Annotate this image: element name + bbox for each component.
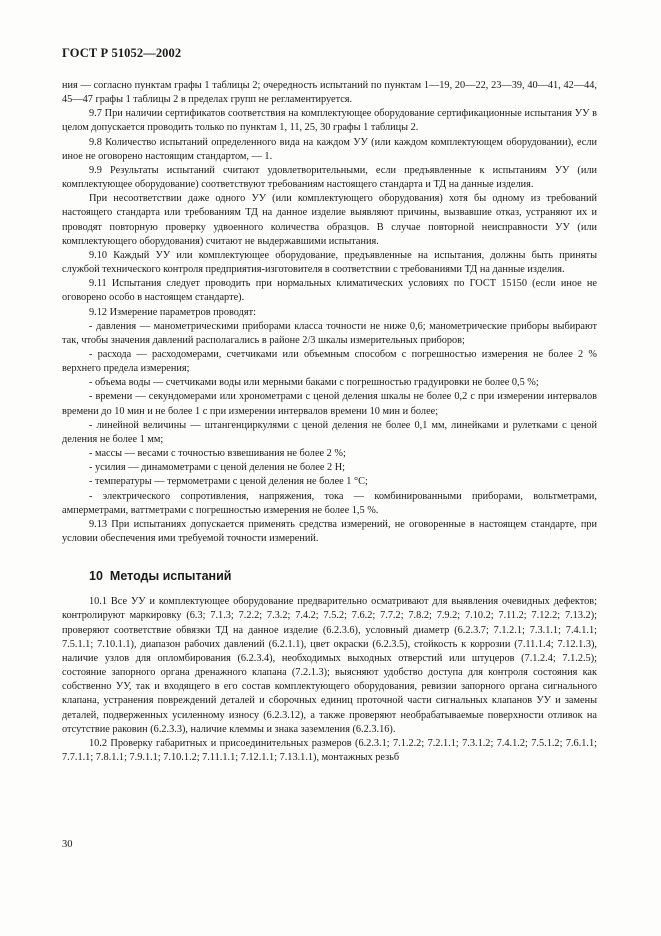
- section-number: 10: [89, 569, 103, 584]
- paragraph: - давления — манометрическими приборами класса точности не ниже 0,6; манометрические приборы выбирают так, чтобы значения давлений располагались в районе 2/3 шкалы измерительных приборов;: [62, 320, 597, 346]
- paragraph: - электрического сопротивления, напряжения, тока — комбинированными приборами, вольтметрами, амперметрами, ваттметрами с погрешностью измерения не более 1,5 %.: [62, 490, 597, 516]
- paragraph: - линейной величины — штангенциркулями с ценой деления не более 0,1 мм, линейками и рулетками с ценой деления не более 1 мм;: [62, 419, 597, 445]
- paragraph: - усилия — динамометрами с ценой деления не более 2 Н;: [89, 462, 345, 474]
- section-heading: [62, 569, 597, 583]
- paragraph: 9.9 Результаты испытаний считают удовлетворительными, если предъявленные к испытаниям УУ (или комплектующее оборудование) соответствуют требованиям настоящего стандарта и ТД на данные изделия.: [62, 164, 597, 191]
- document-header: ГОСТ Р 51052—2002: [62, 46, 182, 60]
- paragraph: - объема воды — счетчиками воды или мерными баками с погрешностью градуировки не более 0,5 %;: [89, 377, 539, 389]
- document-body: [62, 79, 597, 765]
- page-number: 30: [62, 839, 73, 850]
- paragraphs-after-section: [62, 595, 597, 765]
- paragraph: 9.12 Измерение параметров проводят:: [89, 306, 256, 318]
- paragraph: - массы — весами с точностью взвешивания не более 2 %;: [89, 448, 346, 460]
- paragraph: - расхода — расходомерами, счетчиками или объемным способом с погрешностью измерения не более 2 % верхнего предела измерения;: [62, 348, 597, 375]
- paragraph: 9.7 При наличии сертификатов соответствия на комплектующее оборудование сертификационные испытания УУ в целом допускается проводить только по пунктам 1, 11, 25, 30 графы 1 таблицы 2.: [62, 108, 597, 134]
- paragraphs-before-section: [62, 79, 597, 546]
- paragraph: 10.1 Все УУ и комплектующее оборудование предварительно осматривают для выявления очевидных дефектов; контролируют маркировку (6.3; 7.1.3; 7.2.2; 7.3.2; 7.4.2; 7.5.2; 7.6.2; 7.7.2; 7.8.2; 7.9.2; 7.10.2; 7.11.2; 7.12.2; 7.13.2); проверяют соответствие обвязки ТД на данное изделие (6.2.3.6), условный диаметр (6.2.3.7; 7.1.2.1; 7.3.1.1; 7.4.1.1; 7.5.1.1; 7.10.1.1), диапазон рабочих давлений (6.2.1.1), цвет окраски (6.2.3.5), стойкость к коррозии (7.11.1.4; 7.12.1.3), наличие узлов для опломбирования (6.2.3.4), необходимых выходных отверстий или штуцеров (7.1.2.4; 7.1.2.5); состояние запорного органа дренажного клапана (7.2.1.3); выясняют удобство доступа для контроля состояния как собственно УУ, так и входящего в его состав комплектующего оборудования, ревизии запорного органа сигнального клапана, устранения повреждений деталей и сборочных единиц проточной части сигнальных клапанов УУ и замены деталей, подверженных усиленному износу (6.2.3.12), а также проверяют необрабатываемые поверхности отливок на отсутствие раковин (6.2.3.3), наличие клеммы и знака заземления (6.2.3.16).: [62, 596, 597, 735]
- paragraph: 9.11 Испытания следует проводить при нормальных климатических условиях по ГОСТ 15150 (если иное не оговорено особо в настоящем стандарте).: [62, 278, 597, 304]
- paragraph: При несоответствии даже одного УУ (или комплектующего оборудования) хотя бы одному из требований настоящего стандарта или требованиям ТД на данное изделие выявляют причины, вызвавшие отказ, устраняют их и проводят повторную проверку удвоенного количества образцов. В случае повторной неисправности УУ (или комплектующего оборудования) считают не выдержавшими испытания.: [62, 193, 597, 247]
- paragraph: - температуры — термометрами с ценой деления не более 1 °С;: [89, 476, 368, 488]
- paragraph: 9.10 Каждый УУ или комплектующее оборудование, предъявленные на испытания, должны быть приняты службой технического контроля предприятия-изготовителя в соответствии с требованиями ТД на данные изделия.: [62, 249, 597, 276]
- paragraph: 10.2 Проверку габаритных и присоединительных размеров (6.2.3.1; 7.1.2.2; 7.2.1.1; 7.3.1.2; 7.4.1.2; 7.5.1.2; 7.6.1.1; 7.7.1.1; 7.8.1.1; 7.9.1.1; 7.10.1.2; 7.11.1.1; 7.12.1.1; 7.13.1.1), монтажных резьб: [62, 737, 597, 764]
- paragraph: 9.8 Количество испытаний определенного вида на каждом УУ (или каждом комплектующем оборудовании), если иное не оговорено настоящим стандартом, — 1.: [62, 136, 597, 162]
- paragraph: 9.13 При испытаниях допускается применять средства измерений, не оговоренные в настоящем стандарте, при условии обеспечения ими требуемой точности измерений.: [62, 518, 597, 544]
- section-title: Методы испытаний: [109, 569, 232, 584]
- paragraph: ния — согласно пунктам графы 1 таблицы 2; очередность испытаний по пунктам 1—19, 20—22, 23—39, 40—41, 42—44, 45—47 графы 1 таблицы 2 в пределах групп не регламентируется.: [62, 80, 597, 106]
- paragraph: - времени — секундомерами или хронометрами с ценой деления шкалы не более 0,2 с при измерении интервалов времени до 10 мин и не более 1 с при измерении интервалов времени 10 мин и более;: [62, 391, 597, 417]
